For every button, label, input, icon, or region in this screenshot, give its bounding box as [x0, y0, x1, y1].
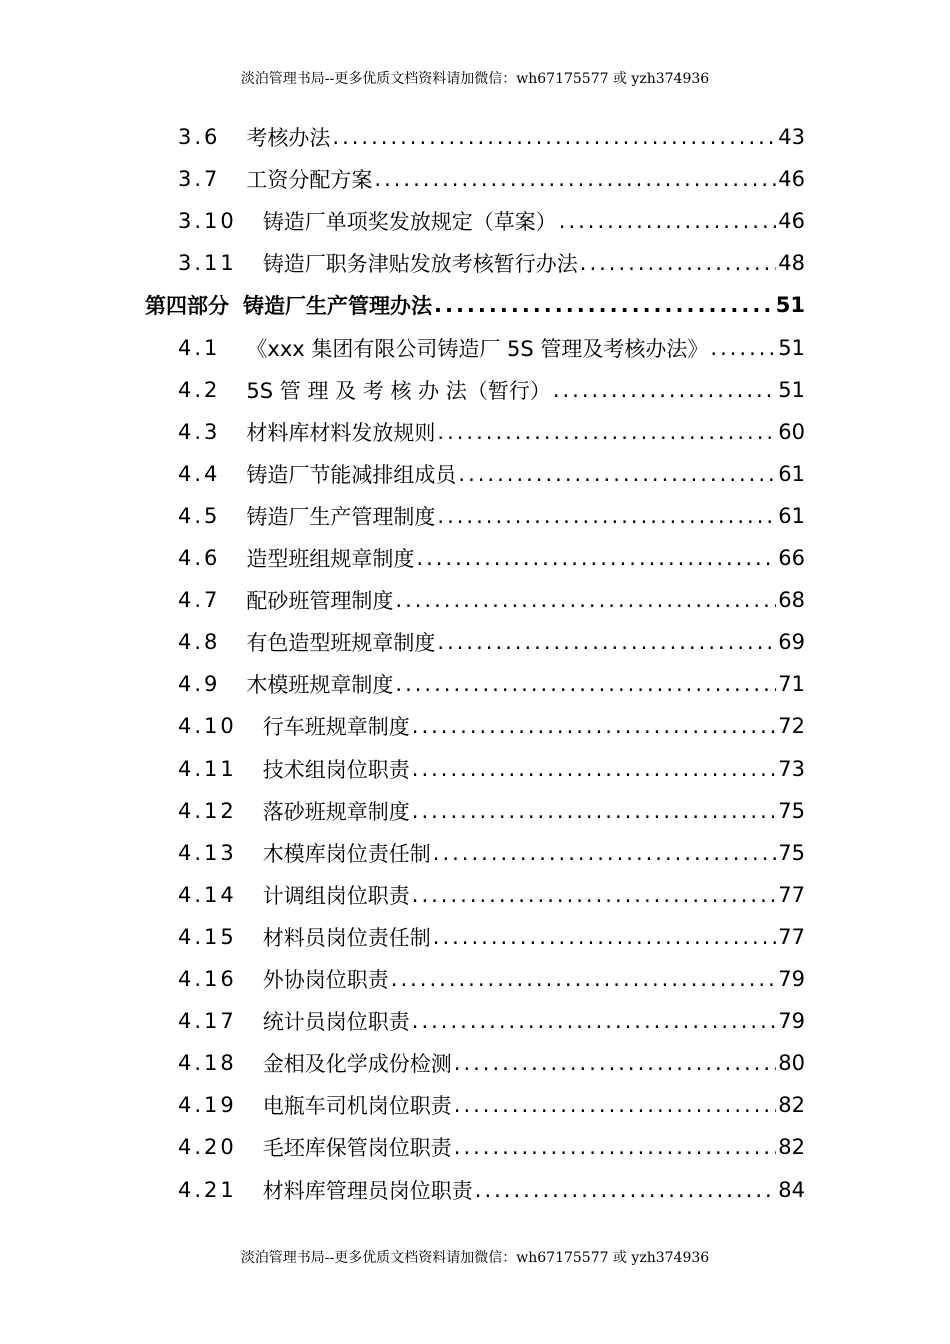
toc-entry-title: 技术组岗位职责 — [262, 757, 410, 782]
page-header: 淡泊管理书局--更多优质文档资料请加微信：wh67175577 或 yzh374936 — [240, 71, 710, 87]
toc-entry-number: 第四部分 — [145, 294, 229, 319]
toc-dot-leader — [473, 1178, 777, 1202]
toc-entry[interactable] — [178, 706, 805, 746]
toc-dot-leader — [435, 504, 776, 528]
toc-entry-number: 4.3 — [178, 419, 221, 444]
toc-entry-title: 木模班规章制度 — [246, 673, 394, 698]
toc-entry-page: 82 — [778, 1093, 805, 1118]
toc-entry-title: 行车班规章制度 — [262, 715, 410, 740]
toc-entry-title: 造型班组规章制度 — [246, 547, 415, 571]
toc-entry-number: 4.16 — [178, 967, 237, 991]
toc-dot-leader — [456, 462, 776, 486]
toc-entry[interactable] — [178, 328, 805, 368]
toc-entry-page: 73 — [778, 756, 805, 781]
toc-entry-title: 金相及化学成份检测 — [262, 1052, 452, 1077]
toc-dot-leader — [393, 672, 776, 696]
toc-entry-page: 46 — [778, 167, 805, 192]
toc-entry[interactable] — [178, 749, 805, 789]
toc-dot-leader — [393, 588, 776, 612]
toc-entry-number: 3.10 — [178, 209, 237, 234]
toc-entry-number: 4.12 — [178, 798, 237, 823]
toc-entry-page: 75 — [778, 840, 805, 865]
toc-entry-page: 61 — [778, 461, 805, 486]
toc-entry-number: 4.18 — [178, 1051, 237, 1076]
toc-entry[interactable] — [178, 370, 805, 410]
toc-entry[interactable] — [178, 159, 805, 199]
toc-entry-title: 铸造厂单项奖发放规定（草案） — [262, 210, 557, 235]
toc-entry[interactable] — [178, 1001, 805, 1041]
toc-dot-leader — [410, 799, 777, 823]
toc-entry-number: 3.6 — [178, 125, 221, 149]
toc-entry-title: 木模库岗位责任制 — [262, 841, 431, 866]
toc-entry-page: 77 — [778, 882, 805, 907]
toc-entry-title: 5S 管 理 及 考 核 办 法（暂行） — [246, 378, 551, 403]
toc-dot-leader — [410, 757, 777, 781]
toc-dot-leader — [452, 1135, 777, 1159]
toc-entry-page: 66 — [778, 546, 805, 570]
toc-entry[interactable] — [178, 875, 805, 915]
toc-entry-number: 4.21 — [178, 1177, 237, 1202]
toc-entry-number: 4.2 — [178, 377, 221, 402]
toc-entry-title: 铸造厂节能减排组成员 — [246, 462, 457, 487]
toc-entry-title: 《xxx 集团有限公司铸造厂 5S 管理及考核办法》 — [246, 336, 709, 361]
toc-entry-number: 4.4 — [178, 461, 221, 486]
toc-entry-page: 60 — [778, 419, 805, 444]
toc-entry[interactable] — [178, 1043, 805, 1083]
toc-entry-page: 84 — [778, 1177, 805, 1202]
toc-dot-leader — [557, 209, 777, 233]
toc-entry-title: 铸造厂职务津贴发放考核暂行办法 — [262, 252, 578, 277]
toc-entry-page: 46 — [778, 209, 805, 234]
toc-dot-leader — [452, 1051, 777, 1075]
toc-entry[interactable] — [178, 791, 805, 831]
toc-dot-leader — [410, 1009, 777, 1033]
toc-entry-title: 外协岗位职责 — [262, 968, 389, 992]
toc-entry-page: 77 — [778, 924, 805, 949]
toc-entry-page: 51 — [778, 335, 805, 360]
toc-entry-title: 统计员岗位职责 — [262, 1010, 410, 1035]
toc-entry-number: 4.6 — [178, 546, 221, 570]
toc-entry-page: 71 — [778, 672, 805, 697]
toc-dot-leader — [410, 714, 777, 738]
toc-dot-leader — [372, 167, 776, 191]
toc-entry-page: 82 — [778, 1135, 805, 1160]
toc-dot-leader — [708, 336, 776, 360]
toc-entry-page: 72 — [778, 714, 805, 739]
toc-entry-number: 4.1 — [178, 335, 221, 360]
toc-entry[interactable] — [178, 454, 805, 494]
toc-dot-leader — [432, 293, 774, 317]
toc-entry[interactable] — [178, 1170, 805, 1210]
page-footer: 淡泊管理书局--更多优质文档资料请加微信：wh67175577 或 yzh374936 — [240, 1250, 710, 1266]
toc-dot-leader — [410, 883, 777, 907]
toc-entry-page: 61 — [778, 503, 805, 528]
toc-entry-number: 4.9 — [178, 672, 221, 697]
toc-entry[interactable] — [178, 1127, 805, 1167]
toc-entry-page: 68 — [778, 588, 805, 613]
toc-entry-page: 69 — [778, 630, 805, 655]
toc-entry-title: 材料库管理员岗位职责 — [262, 1178, 473, 1203]
toc-part-heading[interactable] — [145, 285, 805, 325]
toc-entry-title: 毛坯库保管岗位职责 — [262, 1136, 452, 1161]
toc-entry-page: 43 — [778, 125, 805, 149]
toc-entry-number: 4.11 — [178, 756, 237, 781]
toc-dot-leader — [551, 378, 776, 402]
toc-entry-number: 4.7 — [178, 588, 221, 613]
toc-entry[interactable] — [178, 201, 805, 241]
toc-dot-leader — [578, 251, 777, 275]
toc-entry-page: 75 — [778, 798, 805, 823]
toc-entry-page: 79 — [778, 1009, 805, 1034]
toc-entry-title: 配砂班管理制度 — [246, 589, 394, 614]
toc-dot-leader — [389, 967, 777, 991]
toc-entry[interactable] — [178, 117, 805, 157]
toc-entry-title: 计调组岗位职责 — [262, 883, 410, 908]
toc-dot-leader — [435, 630, 776, 654]
toc-dot-leader — [330, 125, 776, 149]
toc-entry-page: 51 — [775, 293, 805, 318]
toc-entry-page: 79 — [778, 967, 805, 991]
toc-entry-number: 4.19 — [178, 1093, 237, 1118]
toc-entry-title: 材料库材料发放规则 — [246, 420, 436, 445]
toc-entry-number: 4.20 — [178, 1135, 237, 1160]
toc-entry-number: 4.17 — [178, 1009, 237, 1034]
toc-entry-title: 工资分配方案 — [246, 168, 373, 193]
toc-entry-page: 48 — [778, 251, 805, 276]
toc-entry-title: 有色造型班规章制度 — [246, 631, 436, 656]
toc-entry-number: 4.13 — [178, 840, 237, 865]
toc-entry-number: 4.8 — [178, 630, 221, 655]
toc-entry-title: 铸造厂生产管理办法 — [243, 294, 432, 319]
toc-dot-leader — [431, 925, 777, 949]
toc-entry-page: 80 — [778, 1051, 805, 1076]
toc-entry[interactable] — [178, 1085, 805, 1125]
toc-dot-leader — [435, 420, 776, 444]
toc-entry-number: 4.10 — [178, 714, 237, 739]
toc-entry[interactable] — [178, 496, 805, 536]
toc-dot-leader — [431, 841, 777, 865]
toc-dot-leader — [452, 1093, 777, 1117]
toc-entry[interactable] — [178, 243, 805, 283]
toc-entry[interactable] — [178, 622, 805, 662]
toc-entry-page: 51 — [778, 377, 805, 402]
toc-entry-number: 3.11 — [178, 251, 237, 276]
toc-entry-title: 电瓶车司机岗位职责 — [262, 1094, 452, 1119]
toc-entry[interactable] — [178, 412, 805, 452]
toc-entry-number: 4.15 — [178, 924, 237, 949]
toc-entry-number: 4.5 — [178, 503, 221, 528]
toc-entry[interactable] — [178, 538, 805, 578]
toc-entry-title: 铸造厂生产管理制度 — [246, 504, 436, 529]
toc-entry-title: 落砂班规章制度 — [262, 799, 410, 824]
toc-entry-number: 3.7 — [178, 167, 221, 192]
toc-entry-number: 4.14 — [178, 882, 237, 907]
toc-entry[interactable] — [178, 959, 805, 999]
toc-entry[interactable] — [178, 917, 805, 957]
toc-entry[interactable] — [178, 833, 805, 873]
toc-entry-title: 考核办法 — [246, 126, 331, 150]
toc-entry[interactable] — [178, 580, 805, 620]
toc-entry[interactable] — [178, 664, 805, 704]
toc-dot-leader — [414, 546, 776, 570]
toc-entry-title: 材料员岗位责任制 — [262, 925, 431, 950]
